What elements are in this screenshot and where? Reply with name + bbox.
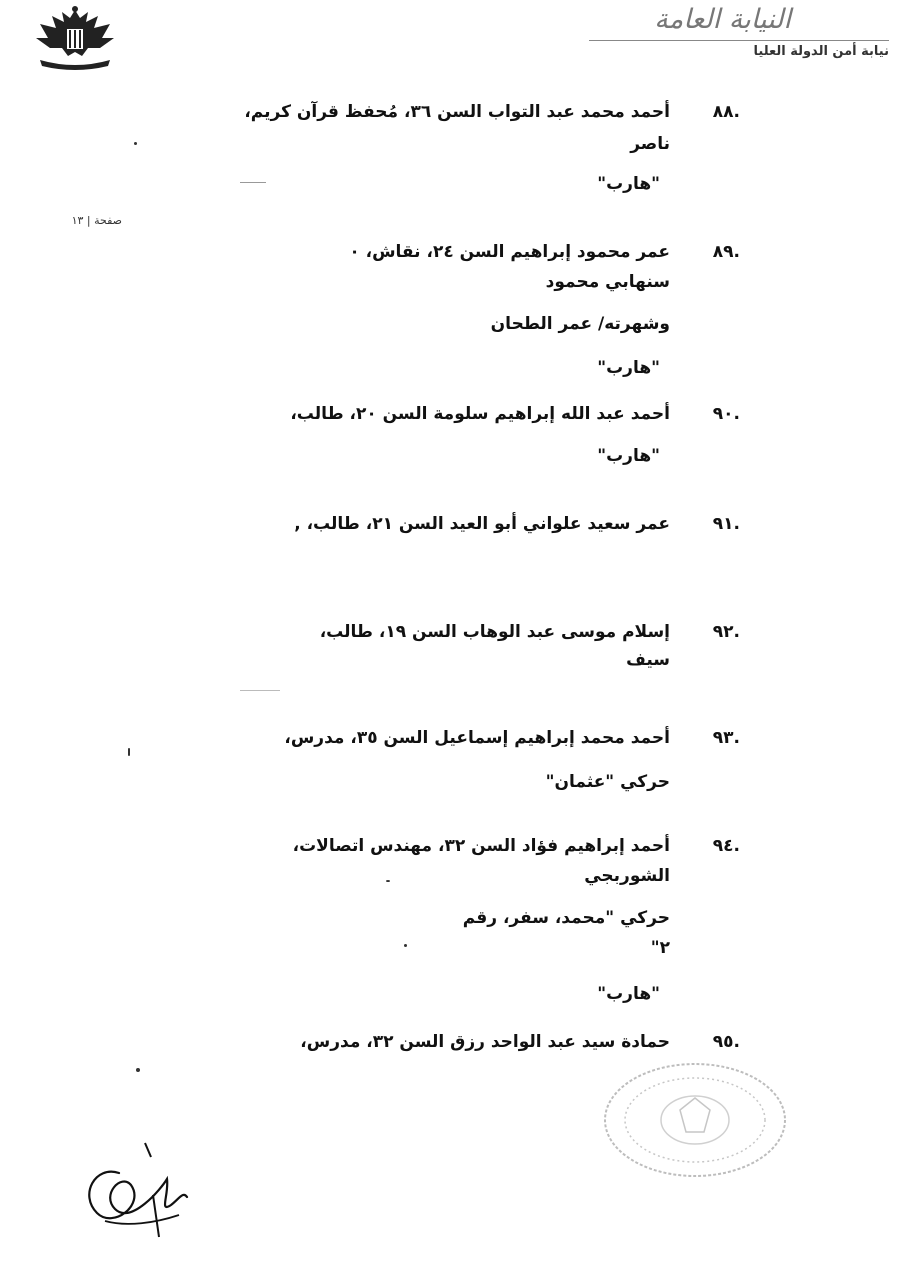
entry-number: .٨٨	[712, 102, 740, 122]
page-number: صفحة | ١٣	[71, 214, 122, 227]
entry-line: إسلام موسى عبد الوهاب السن ١٩، طالب،	[319, 622, 670, 642]
scan-speck	[136, 1068, 140, 1072]
entry-line: حركي "محمد، سفر، رقم	[462, 908, 670, 928]
entry-line: وشهرته/ عمر الطحان	[490, 314, 670, 334]
header-divider	[589, 40, 889, 41]
entry-line: حمادة سيد عبد الواحد رزق السن ٣٢، مدرس،	[300, 1032, 670, 1052]
entry-line: "هارب"	[597, 358, 660, 378]
entry-line: أحمد محمد إبراهيم إسماعيل السن ٣٥، مدرس،	[284, 728, 670, 748]
entry-line: ناصر	[630, 134, 670, 154]
entry-line: عمر محمود إبراهيم السن ٢٤، نقاش، ٠	[349, 242, 670, 262]
scan-speck	[404, 944, 407, 947]
entry-line: أحمد إبراهيم فؤاد السن ٣٢، مهندس اتصالات،	[292, 836, 670, 856]
entry-number: .٩١	[712, 514, 740, 534]
office-title: النيابة العامة	[654, 4, 791, 35]
entry-line: حركي "عثمان"	[545, 772, 670, 792]
round-stamp-icon	[600, 1060, 790, 1180]
eagle-emblem-icon	[32, 4, 118, 72]
entry-line: أحمد عبد الله إبراهيم سلومة السن ٢٠، طالب،	[290, 404, 670, 424]
handwritten-signature-icon	[75, 1135, 195, 1245]
scan-dash	[240, 182, 266, 183]
entry-number: .٩٢	[712, 622, 740, 642]
scan-speck	[386, 880, 390, 882]
office-subtitle: نيابة أمن الدولة العليا	[753, 44, 889, 59]
entry-number: .٩٤	[712, 836, 740, 856]
entry-line: أحمد محمد عبد التواب السن ٣٦، مُحفظ قرآن كريم،	[244, 102, 670, 122]
entry-number: .٩٠	[712, 404, 740, 424]
scan-speck	[134, 142, 137, 145]
entry-line: عمر سعيد علواني أبو العيد السن ٢١، طالب، ,	[294, 514, 670, 534]
entry-line: سيف	[626, 650, 670, 670]
entry-line: "هارب"	[597, 446, 660, 466]
entry-line: الشوربجي	[584, 866, 670, 886]
entry-line: ٢"	[650, 938, 670, 958]
entry-number: .٩٥	[712, 1032, 740, 1052]
entry-line: "هارب"	[597, 984, 660, 1004]
entry-line: سنهابي محمود	[545, 272, 670, 292]
entry-number: .٩٣	[712, 728, 740, 748]
scan-speck	[128, 748, 130, 756]
scan-dash	[240, 690, 280, 691]
entry-number: .٨٩	[712, 242, 740, 262]
entry-line: "هارب"	[597, 174, 660, 194]
